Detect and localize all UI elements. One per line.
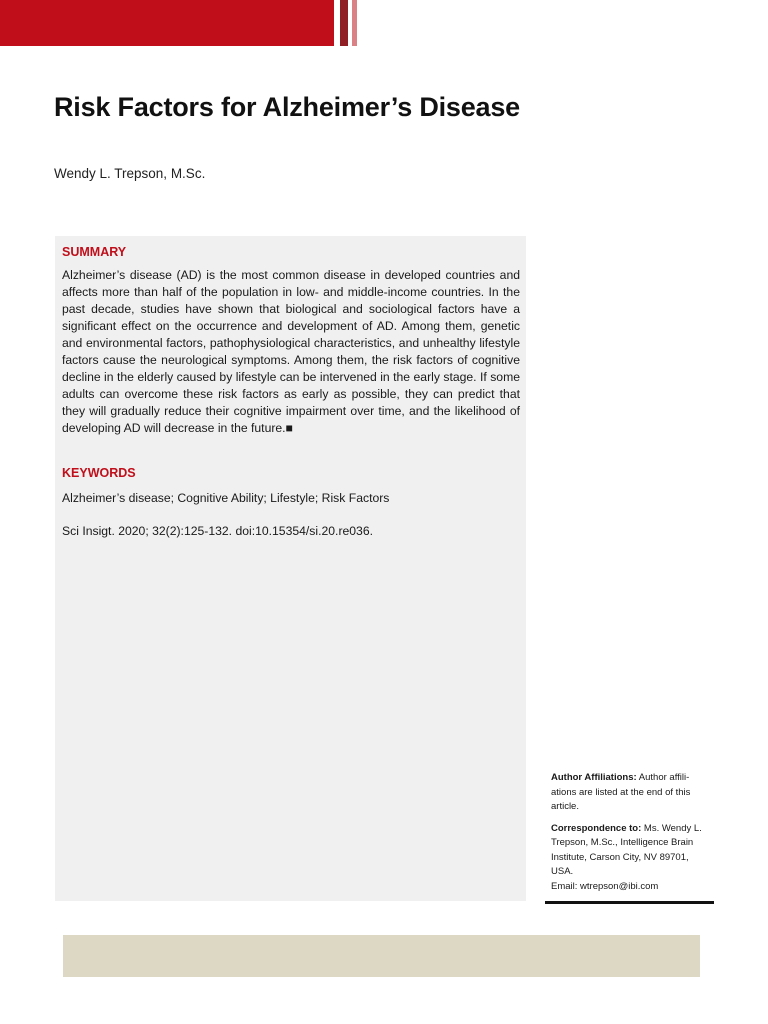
keywords-text: Alzheimer’s disease; Cognitive Ability; Lifestyle; Risk Factors xyxy=(62,491,390,505)
affiliations-note xyxy=(551,771,711,815)
article-author: Wendy L. Trepson, M.Sc. xyxy=(54,166,206,181)
correspondence-text: Ms. Wendy L. Trepson, M.Sc., Intelligence Brain Institute, Carson City, NV 89701, USA. xyxy=(551,822,702,877)
side-divider xyxy=(545,901,714,904)
author-notes xyxy=(551,771,711,901)
correspondence-note xyxy=(551,822,711,895)
affiliations-text: Author affiliations are listed at the end of this article. xyxy=(551,772,691,812)
citation: Sci Insigt. 2020; 32(2):125-132. doi:10.15354/si.20.re036. xyxy=(62,524,373,538)
email-link[interactable]: Email: wtrepson@ibi.com xyxy=(551,880,659,892)
header-accent-bar xyxy=(0,0,334,46)
header-accent-stripe-dark xyxy=(340,0,348,46)
affiliations-label: Author Affiliations: xyxy=(551,772,637,783)
correspondence-label: Correspondence to: xyxy=(551,822,642,834)
summary-heading: SUMMARY xyxy=(62,245,127,259)
keywords-heading: KEYWORDS xyxy=(62,466,136,480)
summary-text: Alzheimer’s disease (AD) is the most common disease in developed countries and affects more than half of the population in low- and middle-income countries. In the past decade, studies have shown that biological and sociological factors have a significant effect on the occurrence and development of AD. Among them, genetic and environmental factors, pathophysiological characteristics, and unhealthy lifestyle factors cause the neurological symptoms. Among them, the risk factors of cognitive decline in the elderly caused by lifestyle can be intervened in the early stage. If some adults can overcome these risk factors as early as possible, they can predict that they will gradually reduce their cognitive impairment over time, and the likelihood of developing AD will decrease in the future.■ xyxy=(62,268,520,435)
article-title: Risk Factors for Alzheimer’s Disease xyxy=(54,92,520,122)
footer-band xyxy=(63,935,700,977)
header-accent-stripe-light xyxy=(352,0,357,46)
